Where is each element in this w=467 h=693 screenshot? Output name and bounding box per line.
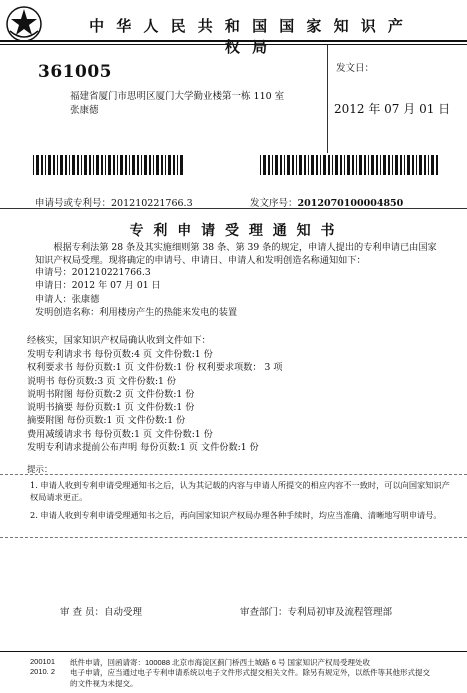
barcode-bar bbox=[177, 155, 178, 175]
form-version: 2010. 2 bbox=[30, 667, 56, 676]
barcode-bar bbox=[436, 155, 438, 175]
footer-electronic-note: 电子申请，应当通过电子专利申请系统以电子文件形式提交相关文件。除另有规定外，以纸件等其他形式提交的文件视为未提交。 bbox=[70, 668, 430, 688]
section-rule bbox=[0, 208, 467, 209]
detail-applicant: 申请人：张康德 bbox=[35, 293, 100, 305]
barcode-bar bbox=[371, 155, 374, 175]
barcode-bar bbox=[144, 155, 147, 175]
barcode-bar bbox=[129, 155, 130, 175]
notice-title: 专 利 申 请 受 理 通 知 书 bbox=[129, 222, 338, 238]
barcode-bar bbox=[287, 155, 290, 175]
barcode-bar bbox=[320, 155, 321, 175]
barcode-bar bbox=[356, 155, 357, 175]
recipient-name: 张康德 bbox=[70, 105, 99, 116]
document-number-label: 发文序号： bbox=[250, 198, 298, 209]
divider-vertical bbox=[327, 45, 328, 153]
detail-invention-title: 发明创造名称：利用楼房产生的热能来发电的装置 bbox=[35, 306, 238, 318]
barcode-bar bbox=[428, 155, 429, 175]
barcode-bar bbox=[89, 155, 91, 175]
barcode-bar bbox=[120, 155, 123, 175]
barcode-bar bbox=[328, 155, 330, 175]
barcode-bar bbox=[263, 155, 266, 175]
received-files-intro: 经核实，国家知识产权局确认收到文件如下： bbox=[27, 335, 211, 346]
send-date-label: 发文日： bbox=[336, 63, 375, 74]
barcode-bar bbox=[299, 155, 302, 175]
barcode-bar bbox=[272, 155, 273, 175]
file-item: 说明书附图 每份页数:2 页 文件份数:1 份 bbox=[27, 388, 195, 400]
barcode-right bbox=[260, 155, 440, 175]
barcode-bar bbox=[125, 155, 127, 175]
barcode-bar bbox=[165, 155, 166, 175]
header-rule-thin bbox=[0, 44, 467, 45]
barcode-bar bbox=[364, 155, 366, 175]
barcode-bar bbox=[132, 155, 135, 175]
barcode-bar bbox=[376, 155, 378, 175]
hint-item: 1. 申请人收到专利申请受理通知书之后，认为其记载的内容与申请人所提交的相应内容不一致时，可以向国家知识产权局请求更正。 bbox=[30, 480, 450, 502]
detail-application-date: 申请日：2012 年 07 月 01 日 bbox=[35, 280, 161, 292]
barcode-bar bbox=[419, 155, 422, 175]
barcode-bar bbox=[352, 155, 354, 175]
form-code: 200101 bbox=[30, 657, 56, 666]
received-files-list bbox=[27, 348, 282, 454]
file-item: 说明书 每份页数:3 页 文件份数:1 份 bbox=[27, 375, 177, 387]
barcode-bar bbox=[275, 155, 278, 175]
footer-rule bbox=[0, 651, 467, 652]
footer-paper-note: 纸件申请，回函请寄：100088 北京市海淀区蓟门桥西土城路 6 号 国家知识产权局受理处收 bbox=[70, 658, 371, 667]
hints-rule-top bbox=[0, 474, 467, 475]
file-item: 权利要求书 每份页数:1 页 文件份数:1 份 权利要求项数： 3 项 bbox=[27, 362, 283, 374]
barcode-bar bbox=[117, 155, 118, 175]
barcode-bar bbox=[156, 155, 159, 175]
barcode-bar bbox=[304, 155, 306, 175]
barcode-bar bbox=[268, 155, 270, 175]
barcode-bar bbox=[108, 155, 111, 175]
barcode-bar bbox=[368, 155, 369, 175]
barcode-bar bbox=[93, 155, 94, 175]
document-number-line bbox=[250, 195, 403, 209]
barcode-bar bbox=[101, 155, 103, 175]
barcode-bar bbox=[60, 155, 63, 175]
barcode-bar bbox=[81, 155, 82, 175]
barcode-bar bbox=[412, 155, 414, 175]
barcode-bar bbox=[404, 155, 405, 175]
barcode-bar bbox=[153, 155, 154, 175]
hints-label: 提示： bbox=[27, 465, 53, 475]
barcode-bar bbox=[347, 155, 350, 175]
barcode-bar bbox=[149, 155, 151, 175]
barcode-bar bbox=[416, 155, 417, 175]
application-number-value: 201210221766.3 bbox=[111, 198, 193, 209]
barcode-bar bbox=[84, 155, 87, 175]
application-number-label: 申请号或专利号： bbox=[35, 198, 112, 209]
barcode-bar bbox=[296, 155, 297, 175]
barcode-bar bbox=[424, 155, 426, 175]
barcode-bar bbox=[69, 155, 70, 175]
barcode-bar bbox=[105, 155, 106, 175]
barcode-bar bbox=[141, 155, 142, 175]
barcode-bar bbox=[431, 155, 434, 175]
examining-department: 审查部门：专利局初审及流程管理部 bbox=[240, 607, 393, 618]
barcode-bar bbox=[180, 155, 183, 175]
barcode-bar bbox=[53, 155, 55, 175]
barcode-bar bbox=[48, 155, 51, 175]
document-number-value: 2012070100004850 bbox=[297, 198, 404, 209]
file-item: 摘要附图 每份页数:1 页 文件份数:1 份 bbox=[27, 415, 186, 427]
barcode-bar bbox=[392, 155, 393, 175]
barcode-bar bbox=[280, 155, 282, 175]
file-item: 费用减缓请求书 每份页数:1 页 文件份数:1 份 bbox=[27, 428, 213, 440]
barcode-bar bbox=[344, 155, 345, 175]
barcode-bar bbox=[311, 155, 314, 175]
barcode-bar bbox=[65, 155, 67, 175]
postcode: 361005 bbox=[38, 62, 112, 82]
barcode-bar bbox=[407, 155, 410, 175]
barcode-bar bbox=[400, 155, 402, 175]
barcode-bar bbox=[45, 155, 46, 175]
barcode-bar bbox=[260, 155, 261, 175]
barcode-bar bbox=[383, 155, 386, 175]
barcode-left bbox=[33, 155, 183, 175]
barcode-bar bbox=[359, 155, 362, 175]
barcode-bar bbox=[36, 155, 39, 175]
barcode-bar bbox=[173, 155, 175, 175]
application-details bbox=[35, 266, 237, 319]
barcode-bar bbox=[332, 155, 333, 175]
barcode-bar bbox=[308, 155, 309, 175]
barcode-bar bbox=[323, 155, 326, 175]
barcode-bar bbox=[380, 155, 381, 175]
notice-intro: 根据专利法第 28 条及其实施细则第 38 条、第 39 条的规定，申请人提出的专利申请已由国家知识产权局受理。现将确定的申请号、申请日、申请人和发明创造名称通知如下： bbox=[35, 242, 437, 267]
barcode-bar bbox=[57, 155, 58, 175]
send-date-value: 2012 年 07 月 01 日 bbox=[334, 102, 451, 116]
barcode-bar bbox=[316, 155, 318, 175]
barcode-bar bbox=[284, 155, 285, 175]
detail-application-number: 申请号：201210221766.3 bbox=[35, 267, 151, 278]
file-item: 发明专利请求书 每份页数:4 页 文件份数:1 份 bbox=[27, 349, 213, 360]
barcode-bar bbox=[113, 155, 115, 175]
barcode-bar bbox=[96, 155, 99, 175]
barcode-bar bbox=[395, 155, 398, 175]
barcode-bar bbox=[388, 155, 390, 175]
barcode-bar bbox=[77, 155, 79, 175]
barcode-bar bbox=[161, 155, 163, 175]
header-rule bbox=[0, 40, 467, 42]
hint-item: 2. 申请人收到专利申请受理通知书之后，再向国家知识产权局办理各种手续时，均应当准确、清晰地写明申请号。 bbox=[30, 510, 442, 520]
barcode-bar bbox=[137, 155, 139, 175]
barcode-bar bbox=[41, 155, 43, 175]
examiner: 审 查 员：自动受理 bbox=[60, 607, 143, 618]
cnipa-emblem-logo bbox=[5, 5, 43, 43]
hints-rule-bottom bbox=[0, 537, 467, 538]
barcode-bar bbox=[335, 155, 338, 175]
barcode-bar bbox=[292, 155, 294, 175]
barcode-bar bbox=[168, 155, 171, 175]
application-number-line bbox=[35, 195, 193, 209]
file-item: 发明专利请求提前公布声明 每份页数:1 页 文件份数:1 份 bbox=[27, 442, 259, 454]
header-title: 中 华 人 民 共 和 国 国 家 知 识 产 权 局 bbox=[89, 18, 407, 56]
file-item: 说明书摘要 每份页数:1 页 文件份数:1 份 bbox=[27, 402, 195, 414]
mailing-address: 福建省厦门市思明区厦门大学勤业楼第一栋 110 室 bbox=[70, 91, 285, 102]
barcode-bar bbox=[72, 155, 75, 175]
barcode-bar bbox=[340, 155, 342, 175]
barcode-bar bbox=[33, 155, 34, 175]
